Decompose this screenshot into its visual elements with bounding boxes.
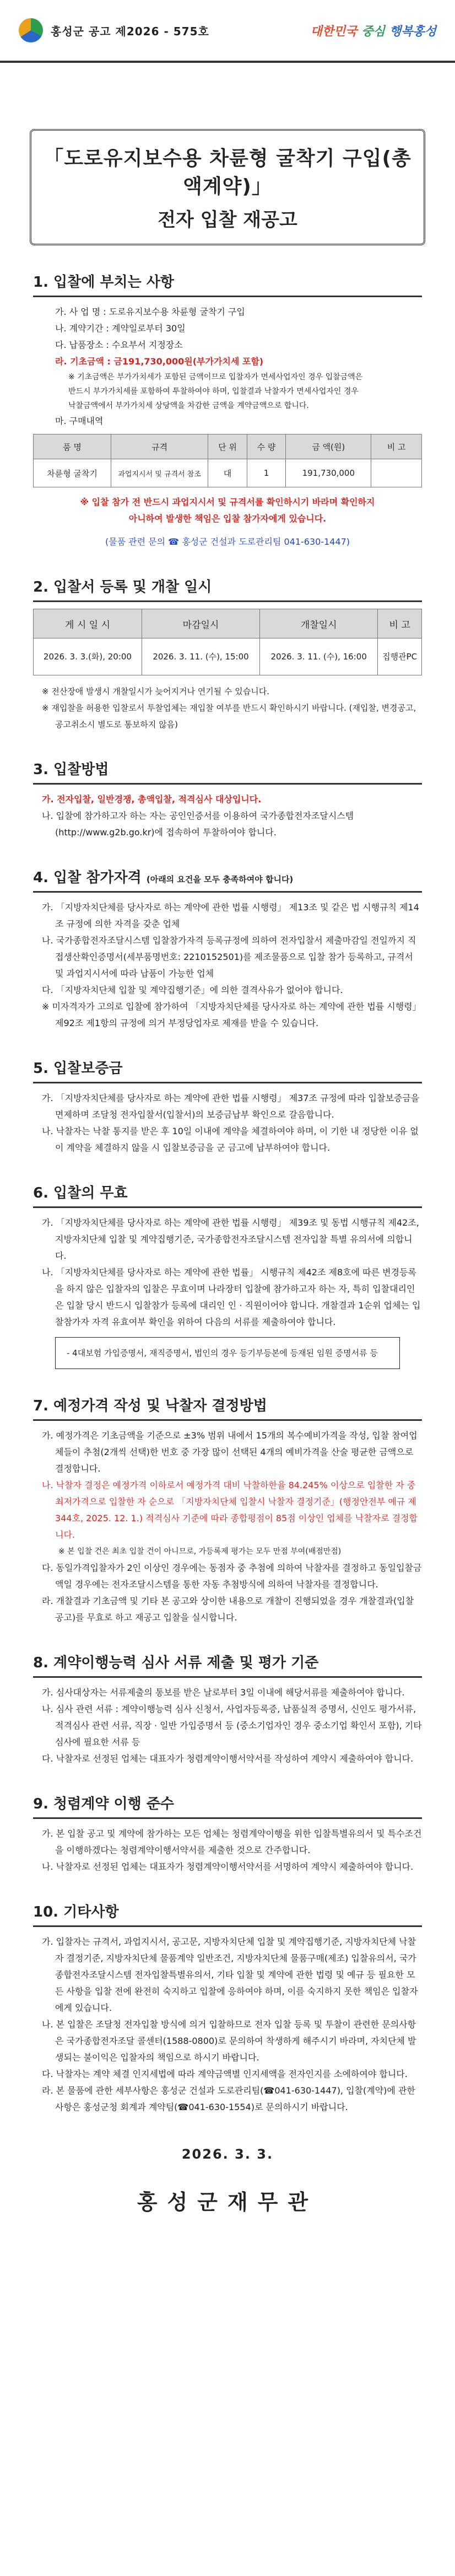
s4-item: 가. 「지방자치단체를 당사자로 하는 계약에 관한 법률 시행령」 제13조 및 같은 법 시행규칙 제14조 규정에 의한 자격을 갖춘 업체 [42,902,419,929]
section-8 [33,1651,422,1767]
s8-item: 나. 심사 관련 서류 : 계약이행능력 심사 신청서, 사업자등록증, 납품실적 증명서, 신인도 평가서류, 적격심사 관련 서류, 직장 · 일반 가입증명서 등 (중소기업자인 경우 중소기업 확인서 포함), 기타 심사에 필요한 서류 등 [42,1704,422,1747]
table-header: 비 고 [371,434,422,459]
slogan-part-1: 대한민국 [310,24,358,39]
table-header: 게 시 일 시 [34,609,142,638]
slogan-part-3: 행복홍성 [389,24,436,39]
s2-note: ※ 전산장애 발생시 개찰일시가 늦어지거나 연기될 수 있습니다. [42,686,269,696]
s7-note: ※ 본 입찰 건은 최초 입찰 건이 아니므로, 가등록제 평가는 모두 만점 부여(배점만점) [58,1547,342,1556]
section-divider [33,1676,422,1678]
notice-header [0,0,455,63]
table-cell: 집행관PC [378,638,422,675]
section-divider [33,1925,422,1927]
s7-item: 다. 동일가격입찰자가 2인 이상인 경우에는 동점자 중 추첨에 의하여 낙찰자를 결정하고 동일입찰금액일 경우에는 전자조달시스템을 통한 자동 추첨방식에 의하여 낙찰자를 결정합니다. [42,1563,422,1590]
section-4-heading-note: (아래의 요건을 모두 충족하여야 합니다) [146,874,294,884]
purchase-table [33,434,422,487]
table-header: 비 고 [378,609,422,638]
s1-warning [33,494,422,527]
table-header: 품 명 [34,434,111,459]
section-divider [33,296,422,297]
table-cell: 2026. 3. 11. (수), 15:00 [142,638,259,675]
schedule-table [33,609,422,675]
notice-title-box [30,129,425,245]
table-cell: 과업지시서 및 규격서 참조 [111,459,208,487]
s1-warning-line: ※ 입찰 참가 전 반드시 과업지시서 및 규격서를 확인하시기 바라며 확인하지 [80,497,375,507]
table-cell: 1 [247,459,286,487]
s4-item: 나. 국가종합전자조달시스템 입찰참가자격 등록규정에 의하여 전자입찰서 제출마감일 전일까지 직접생산확인증명서(세부품명번호: 2210152501)를 제조물품으로 입찰 참가 등록하고, 규격서 및 과업지시서에 따라 납품이 가능한 업체 [42,935,416,979]
section-8-heading: 8. 계약이행능력 심사 서류 제출 및 평가 기준 [33,1655,319,1671]
s7-item: 라. 개찰결과 기초금액 및 기타 본 공고와 상이한 내용으로 개찰이 진행되었을 경우 개찰결과(입찰공고)를 무효로 하고 재공고 입찰을 실시합니다. [42,1596,414,1623]
section-4-heading: 4. 입찰 참가자격 [33,870,142,886]
table-cell [371,459,422,487]
s6-required-docs: - 4대보험 가입증명서, 재직증명서, 법인의 경우 등기부등본에 등재된 임원 증명서류 등 [55,1337,400,1369]
table-cell: 차륜형 굴착기 [34,459,111,487]
section-divider [33,783,422,785]
s4-item: ※ 미자격자가 고의로 입찰에 참가하여 「지방자치단체를 당사자로 하는 계약에 관한 법률 시행령」 제92조 제1항의 규정에 의거 부정당업자로 제재를 받을 수 있습니다. [42,1001,421,1028]
s10-item: 다. 낙찰자는 계약 체결 인지세법에 따라 계약금액별 인지세액을 전자인지를 소에하여야 합니다. [42,2069,408,2079]
s1-warning-line: 아니하여 발생한 책임은 입찰 참가자에게 있습니다. [128,513,327,524]
closing-date: 2026. 3. 3. [181,2146,274,2162]
s1-item: 가. 사 업 명 : 도로유지보수용 차륜형 굴착기 구입 [55,307,245,317]
s5-item: 가. 「지방자치단체를 당사자로 하는 계약에 관한 법률 시행령」 제37조 규정에 따라 입찰보증금을 면제하며 조달청 전자입찰서(입찰서)의 보증금납부 확인으로 갈음합니다. [42,1093,420,1120]
table-header: 수 량 [247,434,286,459]
section-7-heading: 7. 예정가격 작성 및 낙찰자 결정방법 [33,1398,267,1414]
table-cell: 2026. 3. 3.(화), 20:00 [34,638,142,675]
table-header: 단 위 [208,434,247,459]
s2-note: ※ 재입찰을 허용한 입찰로서 투찰업체는 재입찰 여부를 반드시 확인하시기 바랍니다. (재입찰, 변경공고, 공고취소시 별도로 통보하지 않음) [42,703,416,729]
section-10 [33,1901,422,2116]
slogan-part-2: 중심 [361,24,385,39]
table-header: 개찰일시 [260,609,378,638]
s9-item: 가. 본 입찰 공고 및 계약에 참가하는 모든 업체는 청렴계약이행을 위한 입찰특별유의서 및 특수조건을 이행하겠다는 청렴계약이행서약서를 제출한 것으로 간주합니다. [42,1828,422,1855]
table-header: 마감일시 [142,609,259,638]
s4-item: 다. 「지방자치단체 입찰 및 계약집행기준」에 의한 결격사유가 없어야 합니다. [42,985,343,995]
section-9 [33,1793,422,1875]
section-divider [33,1206,422,1208]
section-3 [33,758,422,841]
section-3-heading: 3. 입찰방법 [33,761,109,778]
s3-item: 가. 전자입찰, 일반경쟁, 총액입찰, 적격심사 대상입니다. [42,794,262,804]
s10-item: 나. 본 입찰은 조달청 전자입찰 방식에 의거 입찰하므로 전자 입찰 등록 및 투찰이 관련한 문의사항은 국가종합전자조달 콜센터(1588-0800)로 문의하여 착생하게 해주시기 바라며, 자치단체 발생되는 불이익은 입찰자의 책임으로 하시기 바랍니다. [42,2019,416,2063]
section-6 [33,1182,422,1369]
section-divider [33,891,422,893]
table-cell: 대 [208,459,247,487]
notice-subtitle: 전자 입찰 재공고 [158,209,297,231]
table-cell: 191,730,000 [286,459,371,487]
closing-organization: 홍성군재무관 [137,2190,318,2214]
table-header: 금 액(원) [286,434,371,459]
county-emblem-icon [19,18,43,42]
notice-title: 「도로유지보수용 차륜형 굴착기 구입(총액계약)」 [44,147,411,198]
county-slogan-logo [310,22,436,39]
section-divider [33,600,422,602]
s8-item: 가. 심사대상자는 서류제출의 통보를 받은 날로부터 3일 이내에 해당서류를 제출하여야 합니다. [42,1687,405,1698]
section-2 [33,576,422,733]
section-divider [33,1817,422,1819]
section-1-heading: 1. 입찰에 부치는 사항 [33,274,175,291]
section-divider [33,1082,422,1083]
section-5-heading: 5. 입찰보증금 [33,1060,123,1077]
s8-item: 다. 낙찰자로 선정된 업체는 대표자가 청렴계약이행서약서를 작성하여 계약시 제출하여야 합니다. [42,1753,414,1764]
s1-item: 다. 납품장소 : 수요부서 지정장소 [55,340,183,350]
notice-number: 홍성군 공고 제2026 - 575호 [51,24,209,38]
s1-detail: 마. 구매내역 [55,416,104,426]
s5-item: 나. 낙찰자는 낙찰 통지를 받은 후 10일 이내에 계약을 체결하여야 하며, 이 기한 내 정당한 이유 없이 계약을 체결하지 않을 시 입찰보증금을 군 금고에 납부하여야 합니다. [42,1126,419,1153]
s6-item: 나. 「지방자치단체를 당사자로 하는 계약에 관한 법률」 시행규칙 제42조 제8호에 따른 변경등록을 하지 않은 입찰자의 입찰은 무효이며 나라장터 입찰에 참가하고자 하는 자, 특히 입찰대리인은 입찰 당시 반드시 입찰참가 등록에 대리인 인 · 직원이어야 합니다. 개찰결과 1순위 업체는 입찰참가자 자격 유효여부 확인을 위하여 다음의 서류를 제출하여야 합니다. [42,1267,421,1327]
s7-item: 나. 낙찰자 결정은 예정가격 이하로서 예정가격 대비 낙찰하한율 84.245% 이상으로 입찰한 자 중 최저가격으로 입찰한 자 순으로 「지방자치단체 입찰시 낙찰자 결정기준」(행정안전부 예규 제344호, 2025. 12. 1.) 적격심사 기준에 따라 종합평점이 85점 이상인 업체를 낙찰자로 결정합니다. [42,1480,418,1540]
section-5 [33,1057,422,1156]
s9-item: 나. 낙찰자로 선정된 업체는 대표자가 청렴계약이행서약서를 서명하여 계약시 제출하여야 합니다. [42,1861,414,1872]
s10-item: 가. 입찰자는 규격서, 과업지시서, 공고문, 지방자치단체 입찰 및 계약집행기준, 지방자치단체 낙찰자 결정기준, 지방자치단체 물품계약 일반조건, 지방자치단체 물품구매(제조) 입찰유의서, 국가종합전자조달시스템 전자입찰특별유의서, 기타 입찰 및 계약에 관한 법령 및 예규 등 필요한 모든 사항을 입찰 전에 완전히 숙지하고 입찰에 응하여야 하며, 이를 숙지하지 못한 책임은 입찰자에게 있습니다. [42,1936,418,2013]
s1-base-price: 라. 기초금액 : 금191,730,000원(부가가치세 포함) [55,356,264,367]
section-9-heading: 9. 청렴계약 이행 준수 [33,1796,175,1812]
s1-note: 낙찰금액에서 부가가치세 상당액을 차감한 금액을 계약금액으로 합니다. [68,401,309,410]
s1-note: 반드시 부가가치세를 포함하여 투찰하여야 하며, 입찰결과 낙찰자가 면세사업자인 경우 [68,387,359,396]
table-cell: 2026. 3. 11. (수), 16:00 [260,638,378,675]
s1-item: 나. 계약기간 : 계약일로부터 30일 [55,323,186,334]
s7-item: 가. 예정가격은 기초금액을 기준으로 ±3% 범위 내에서 15개의 복수예비가격을 작성, 입찰 참여업체들이 추첨(2개씩 선택)한 번호 중 가장 많이 선택된 4개의 예비가격을 산술 평균한 금액으로 결정합니다. [42,1430,418,1474]
table-row [34,638,422,675]
section-7 [33,1394,422,1626]
section-2-heading: 2. 입찰서 등록 및 개찰 일시 [33,579,212,595]
section-10-heading: 10. 기타사항 [33,1904,119,1920]
s10-item: 라. 본 물품에 관한 세부사항은 홍성군 건설과 도로관리팀(☎041-630-1447), 입찰(계약)에 관한 사항은 홍성군청 회계과 계약팀(☎041-630-1554)로 문의하시기 바랍니다. [42,2085,415,2112]
s3-item: 나. 입찰에 참가하고자 하는 자는 공인인증서를 이용하여 국가종합전자조달시스템(http://www.g2b.go.kr)에 접속하여 투찰하여야 합니다. [42,811,354,838]
notice-number-wrap [19,18,209,42]
s1-note: ※ 기초금액은 부가가치세가 포함된 금액이므로 입찰자가 면세사업자인 경우 입찰금액은 [68,373,363,382]
s6-item: 가. 「지방자치단체를 당사자로 하는 계약에 관한 법률 시행령」 제39조 및 동법 시행규칙 제42조, 지방자치단체 입찰 및 계약집행기준, 국가종합전자조달시스템 전자입찰 특별 유의서에 의합니다. [42,1217,419,1261]
s1-contact: (물품 관련 문의 ☎ 홍성군 건설과 도로관리팀 041-630-1447) [105,536,350,547]
table-row [34,459,422,487]
table-header: 규격 [111,434,208,459]
section-6-heading: 6. 입찰의 무효 [33,1185,128,1201]
section-1 [33,271,422,550]
section-divider [33,1419,422,1421]
section-4-heading-wrap [33,866,422,887]
section-4 [33,866,422,1032]
